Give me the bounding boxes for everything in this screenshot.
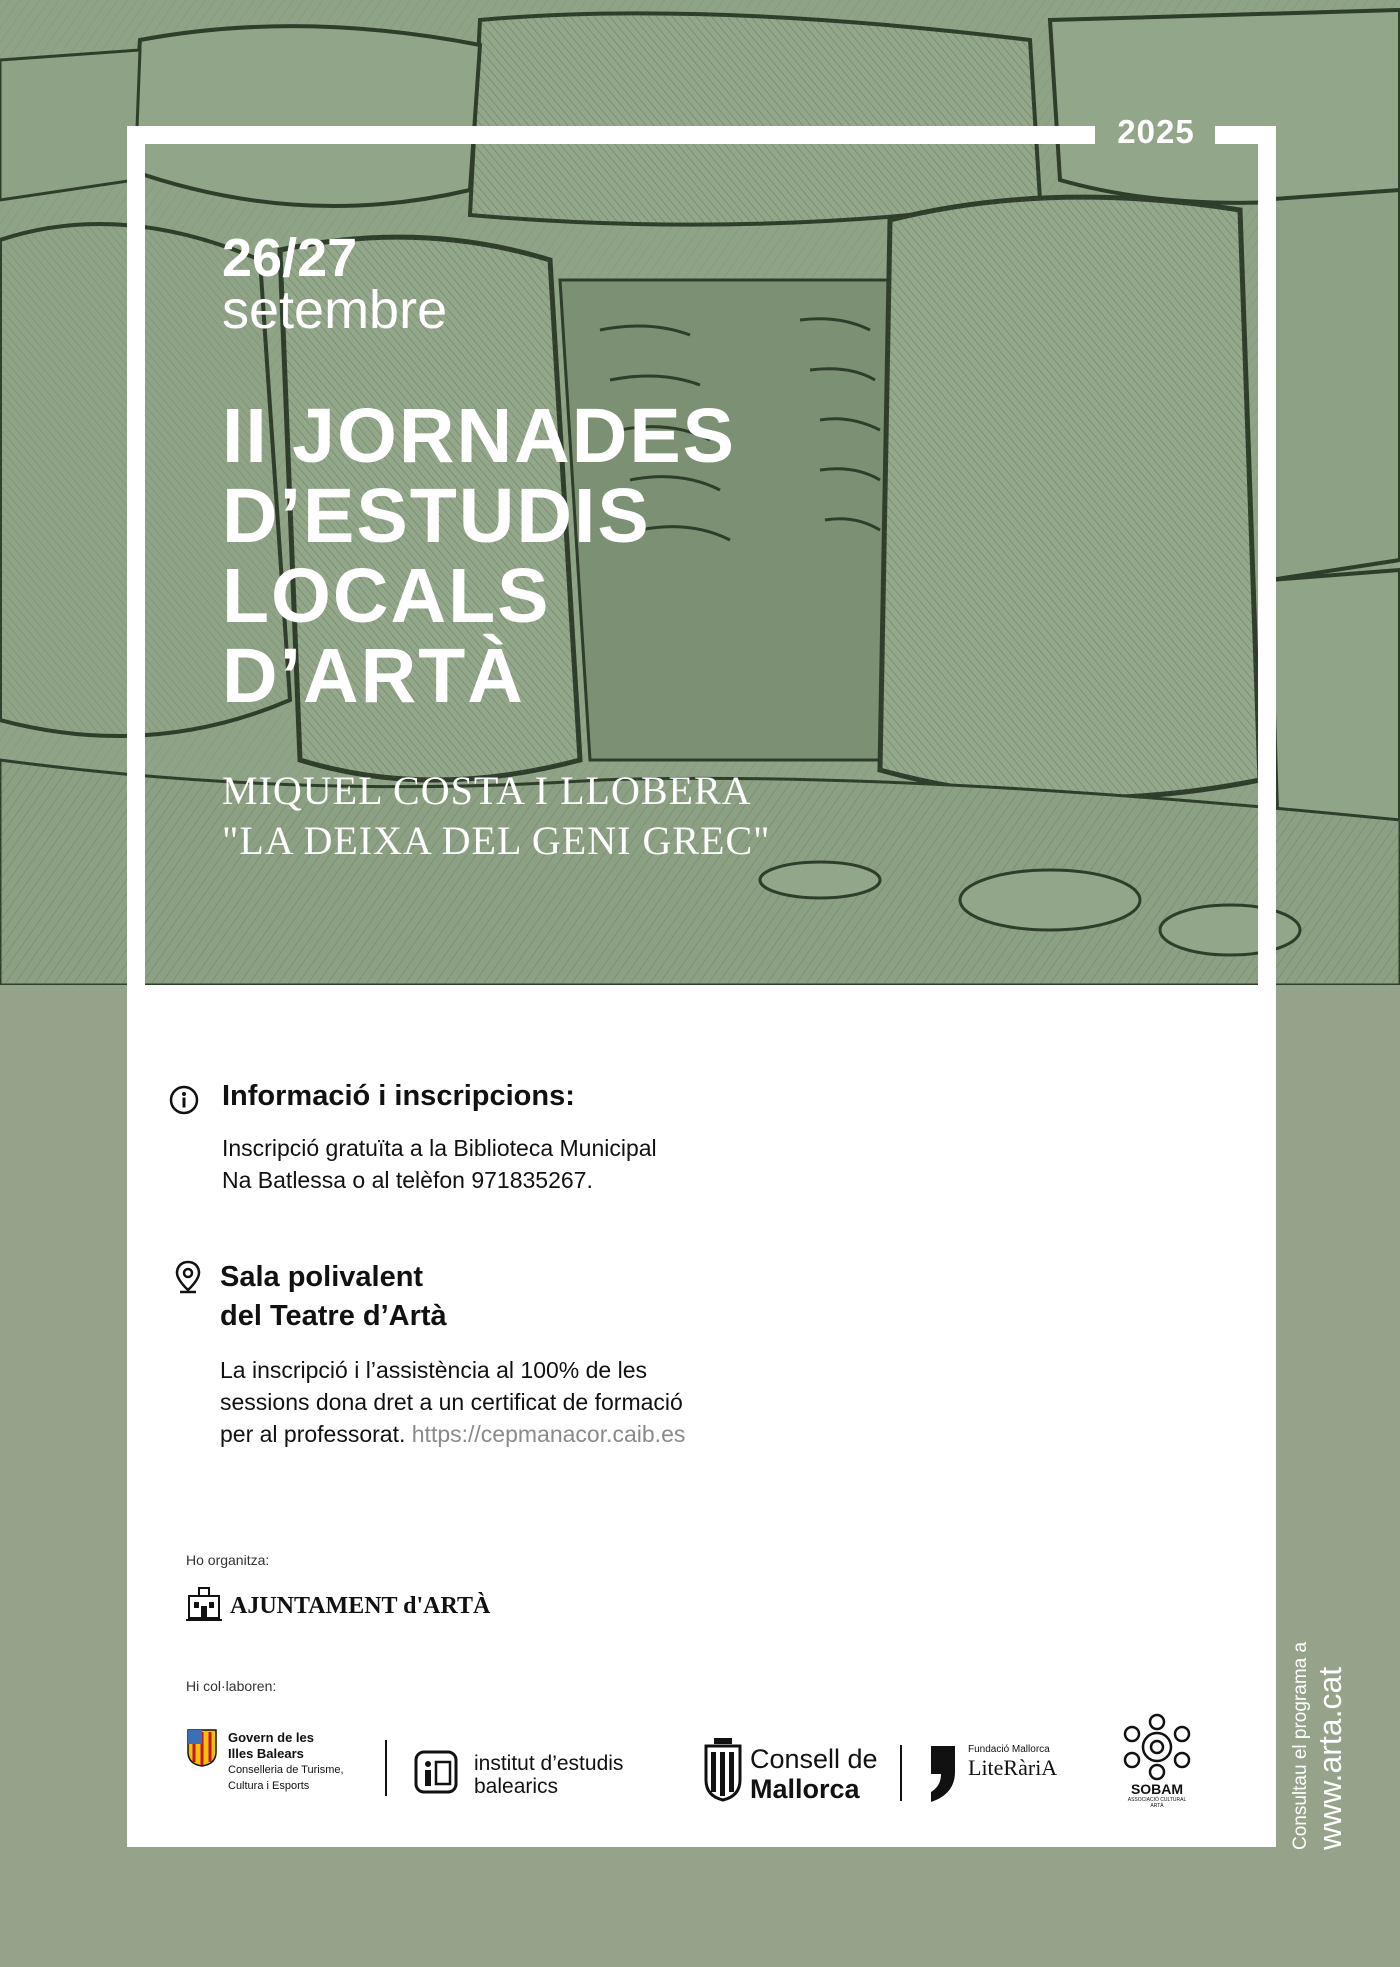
venue-body-line: La inscripció i l’assistència al 100% de les	[220, 1357, 647, 1383]
ieb-line: balearics	[474, 1775, 559, 1798]
logo-divider	[900, 1745, 902, 1801]
literaria-line: Fundació Mallorca	[968, 1744, 1050, 1755]
frame-top-left	[127, 126, 1095, 144]
logo-divider	[385, 1740, 387, 1796]
title-line: D’ARTÀ	[222, 633, 525, 719]
govern-line: Illes Balears	[228, 1746, 304, 1761]
date-days: 26/27	[222, 228, 358, 288]
ieb-line: institut d’estudis	[474, 1752, 624, 1775]
literaria-comma-icon	[925, 1742, 959, 1804]
info-line: Na Batlessa o al telèfon 971835267.	[222, 1167, 593, 1193]
organizer-name: AJUNTAMENT d'ARTÀ	[230, 1593, 491, 1619]
collaborators-label: Hi col·laboren:	[186, 1678, 277, 1694]
subtitle-line: MIQUEL COSTA I LLOBERA	[222, 768, 752, 813]
program-website-callout	[1290, 1550, 1350, 1850]
info-line: Inscripció gratuïta a la Biblioteca Municipal	[222, 1135, 657, 1161]
sobam-line: ARTÀ	[1150, 1803, 1164, 1809]
event-subtitle	[222, 766, 770, 866]
govern-line: Govern de les	[228, 1730, 314, 1745]
consell-line: Consell de	[750, 1744, 878, 1774]
sobam-line: ASSOCIACIÓ CULTURAL	[1127, 1797, 1187, 1803]
info-icon	[168, 1084, 200, 1116]
cep-link[interactable]: https://cepmanacor.caib.es	[411, 1421, 686, 1447]
sobam-logo-text	[1118, 1781, 1196, 1809]
website-link[interactable]: www.arta.cat	[1312, 1666, 1348, 1850]
venue-body	[220, 1354, 685, 1450]
venue-name	[220, 1258, 447, 1336]
govern-shield-icon	[186, 1728, 218, 1768]
town-hall-icon	[186, 1584, 222, 1622]
venue-body-text: per al professorat.	[220, 1421, 406, 1447]
location-pin-icon	[174, 1260, 202, 1294]
ieb-icon	[414, 1750, 458, 1794]
subtitle-line: "LA DEIXA DEL GENI GREC"	[222, 818, 771, 863]
sobam-emblem-icon	[1120, 1712, 1194, 1782]
title-line: II JORNADES	[222, 393, 737, 479]
consell-line: Mallorca	[750, 1774, 860, 1804]
govern-line: Conselleria de Turisme,	[228, 1764, 344, 1776]
title-line: LOCALS	[222, 553, 551, 639]
literaria-line: LiteRàriA	[968, 1755, 1058, 1780]
frame-right	[1258, 126, 1276, 985]
frame-left	[127, 126, 145, 985]
date-month: setembre	[222, 280, 448, 340]
venue-line: del Teatre d’Artà	[220, 1300, 447, 1332]
program-callout-text: Consultau el programa a	[1290, 1641, 1311, 1850]
consell-logo-text	[750, 1744, 878, 1804]
govern-logo-text	[228, 1730, 344, 1794]
consell-crest-icon	[702, 1736, 744, 1802]
organizer-label: Ho organitza:	[186, 1552, 270, 1568]
govern-line: Cultura i Esports	[228, 1780, 310, 1792]
info-heading: Informació i inscripcions:	[222, 1080, 575, 1112]
literaria-logo-text	[968, 1744, 1057, 1781]
info-body	[222, 1132, 657, 1196]
ieb-logo-text	[474, 1752, 623, 1798]
venue-line: Sala polivalent	[220, 1261, 424, 1293]
venue-body-line: sessions dona dret a un certificat de formació	[220, 1389, 683, 1415]
event-title	[222, 393, 737, 719]
year-label: 2025	[1117, 113, 1195, 150]
venue-body-line	[220, 1418, 685, 1450]
title-line: D’ESTUDIS	[222, 473, 651, 559]
sobam-line: SOBAM	[1130, 1781, 1184, 1797]
